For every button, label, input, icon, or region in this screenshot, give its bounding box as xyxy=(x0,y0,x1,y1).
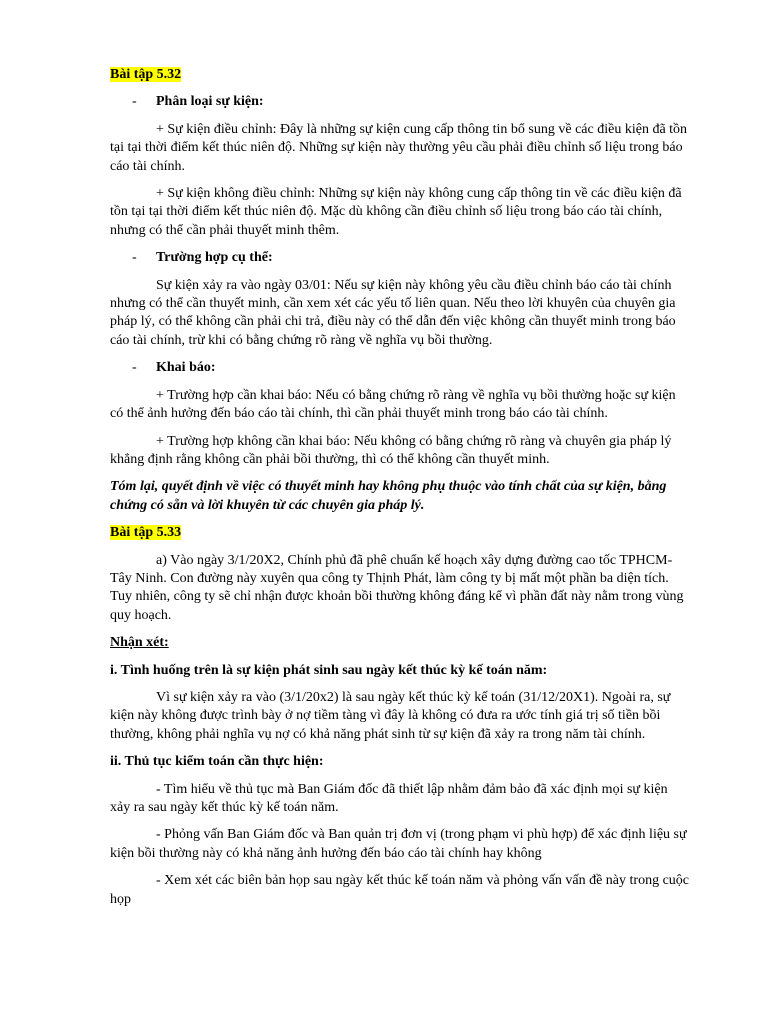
exercise-5-32-title xyxy=(110,66,690,84)
exercise-5-33-title xyxy=(110,524,690,542)
paragraph-procedure-1: - Tìm hiểu về thủ tục mà Ban Giám đốc đã thiết lập nhằm đảm bảo đã xác định mọi sự kiện xảy ra sau ngày kết thúc kỳ kế toán năm. xyxy=(110,781,668,815)
bullet-disclosure xyxy=(110,359,690,377)
highlighted-title: Bài tập 5.32 xyxy=(110,67,182,82)
section-heading-subsequent-event: i. Tình huống trên là sự kiện phát sinh sau ngày kết thúc kỳ kế toán năm: xyxy=(110,662,548,678)
paragraph-non-adjusting-events: + Sự kiện không điều chỉnh: Những sự kiện này không cung cấp thông tin về các điều kiện đã tồn tại tại thời điểm kết thúc niên độ. Mặc dù không cần điều chỉnh số liệu trong báo cáo tài chính, nhưng có thể cần phải thuyết minh thêm. xyxy=(110,186,682,238)
paragraph-specific-case: Sự kiện xảy ra vào ngày 03/01: Nếu sự kiện này không yêu cầu điều chỉnh báo cáo tài chính nhưng có thể cần thuyết minh, cần xem xét các yếu tố liên quan. Nếu theo lời khuyên của chuyên gia pháp lý, có thể không cần phải chi trả, điều này có thể dẫn đến việc không cần thuyết minh trong báo cáo tài chính, trừ khi có bằng chứng rõ ràng về nghĩa vụ bồi thường. xyxy=(110,277,676,348)
document-body xyxy=(110,66,690,918)
bullet-label: Phân loại sự kiện: xyxy=(156,94,264,110)
bullet-event-classification xyxy=(110,93,690,111)
paragraph-adjusting-events: + Sự kiện điều chỉnh: Đây là những sự kiện cung cấp thông tin bổ sung về các điều kiện đã tồn tại tại thời điểm kết thúc niên độ. Những sự kiện này thường yêu cầu phải điều chỉnh số liệu trong báo cáo tài chính. xyxy=(110,121,688,174)
bullet-dash: - xyxy=(132,360,137,376)
paragraph-disclosure-not-required: + Trường hợp không cần khai báo: Nếu không có bằng chứng rõ ràng và chuyên gia pháp lý khẳng định rằng không cần phải bồi thường, thì có thể không cần thuyết minh. xyxy=(110,433,672,467)
remark-heading: Nhận xét: xyxy=(110,635,169,651)
bullet-dash: - xyxy=(132,250,137,266)
bullet-label: Khai báo: xyxy=(156,360,216,376)
bullet-dash: - xyxy=(132,94,137,110)
bullet-label: Trường hợp cụ thể: xyxy=(156,250,273,266)
paragraph-procedure-2: - Phỏng vấn Ban Giám đốc và Ban quản trị đơn vị (trong phạm vi phù hợp) để xác định liệu sự kiện bồi thường này có khả năng ảnh hưởng đến báo cáo tài chính hay không xyxy=(110,827,687,861)
summary-paragraph: Tóm lại, quyết định về việc có thuyết minh hay không phụ thuộc vào tính chất của sự kiện, bằng chứng có sẵn và lời khuyên từ các chuyên gia pháp lý. xyxy=(110,479,667,513)
paragraph-case-description: a) Vào ngày 3/1/20X2, Chính phủ đã phê chuẩn kế hoạch xây dựng đường cao tốc TPHCM-Tây Ninh. Con đường này xuyên qua công ty Thịnh Phát, làm công ty bị mất một phần ba diện tích. Tuy nhiên, công ty sẽ chỉ nhận được khoản bồi thường không đáng kể vì phần đất này nằm trong vùng quy hoạch. xyxy=(110,552,684,623)
highlighted-title: Bài tập 5.33 xyxy=(110,525,182,541)
section-heading-audit-procedures: ii. Thủ tục kiểm toán cần thực hiện: xyxy=(110,754,324,770)
paragraph-subsequent-event-reason: Vì sự kiện xảy ra vào (3/1/20x2) là sau ngày kết thúc kỳ kế toán (31/12/20X1). Ngoài ra, sự kiện này không được trình bày ở nợ tiềm tàng vì đây là không có đưa ra ước tính giá trị số tiền bồi thường, không phải nghĩa vụ nợ có khả năng phát sinh từ sự kiện đã xảy ra trong năm tài chính. xyxy=(110,689,671,742)
paragraph-procedure-3: - Xem xét các biên bản họp sau ngày kết thúc kế toán năm và phỏng vấn vấn đề này trong cuộc họp xyxy=(110,873,689,907)
paragraph-disclosure-required: + Trường hợp cần khai báo: Nếu có bằng chứng rõ ràng về nghĩa vụ bồi thường hoặc sự kiện có thể ảnh hưởng đến báo cáo tài chính, thì cần phải thuyết minh trong báo cáo tài chính. xyxy=(110,387,676,422)
bullet-specific-case xyxy=(110,249,690,267)
